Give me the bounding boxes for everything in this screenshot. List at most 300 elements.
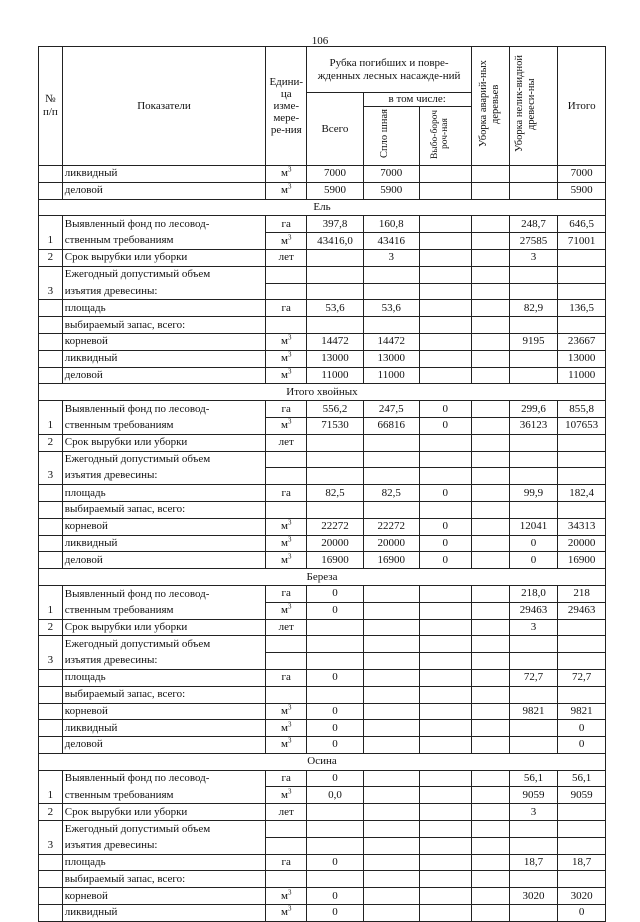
value-cell-itogo: 9059 — [558, 787, 606, 804]
business-row — [39, 367, 606, 384]
value-cell-illiq: 12041 — [509, 518, 558, 535]
root-row — [39, 333, 606, 350]
row-num-cell — [39, 300, 63, 317]
row-num-cell: 1 — [39, 602, 63, 619]
value-cell-emer — [471, 770, 509, 787]
row-label-cell: ственным требованиям — [62, 417, 265, 434]
unit-cell: $м^3$ — [266, 518, 307, 535]
header-indicators: Показатели — [62, 47, 265, 166]
row-label-cell: Срок вырубки или уборки — [62, 249, 265, 266]
value-cell-itogo: 855,8 — [558, 401, 606, 418]
value-cell-total — [307, 871, 363, 888]
header-clear: Спло шная — [363, 107, 419, 166]
unit-cell — [266, 686, 307, 703]
value-cell-sel — [419, 888, 471, 905]
value-cell-total — [307, 636, 363, 653]
row-label-cell: выбираемый запас, всего: — [62, 501, 265, 518]
value-cell-itogo — [558, 821, 606, 838]
value-cell-emer — [471, 653, 509, 670]
value-cell-clear: 66816 — [363, 417, 419, 434]
term-row — [39, 249, 606, 266]
row-num-cell — [39, 737, 63, 754]
unit-cell: $м^3$ — [266, 166, 307, 183]
unit-cell: $м^3$ — [266, 888, 307, 905]
value-cell-emer — [471, 821, 509, 838]
allowance-row — [39, 837, 606, 854]
header-num: № п/п — [39, 47, 63, 166]
row-num-cell — [39, 166, 63, 183]
unit-cell: $м^3$ — [266, 787, 307, 804]
value-cell-illiq — [509, 367, 558, 384]
value-cell-itogo: 0 — [558, 737, 606, 754]
value-cell-itogo — [558, 451, 606, 468]
value-cell-illiq — [509, 451, 558, 468]
value-cell-illiq: 18,7 — [509, 854, 558, 871]
value-cell-illiq: 248,7 — [509, 216, 558, 233]
value-cell-total: 16900 — [307, 552, 363, 569]
value-cell-clear — [363, 905, 419, 922]
row-label-cell: ликвидный — [62, 905, 265, 922]
value-cell-clear — [363, 266, 419, 283]
section-title: Осина — [39, 753, 606, 770]
value-cell-clear — [363, 585, 419, 602]
allowance-row — [39, 468, 606, 485]
row-num-cell — [39, 501, 63, 518]
value-cell-emer — [471, 871, 509, 888]
value-cell-itogo — [558, 468, 606, 485]
value-cell-illiq: 36123 — [509, 417, 558, 434]
root-row — [39, 888, 606, 905]
value-cell-clear — [363, 821, 419, 838]
row-label-cell: ликвидный — [62, 720, 265, 737]
value-cell-itogo: 136,5 — [558, 300, 606, 317]
value-cell-sel — [419, 350, 471, 367]
row-label-cell: ликвидный — [62, 350, 265, 367]
row-label-cell: корневой — [62, 703, 265, 720]
row-label-cell: Выявленный фонд по лесовод- — [62, 585, 265, 602]
value-cell-itogo: 34313 — [558, 518, 606, 535]
value-cell-sel — [419, 669, 471, 686]
value-cell-total — [307, 804, 363, 821]
row-num-cell: 3 — [39, 653, 63, 670]
value-cell-illiq — [509, 837, 558, 854]
value-cell-illiq: 299,6 — [509, 401, 558, 418]
value-cell-sel — [419, 266, 471, 283]
value-cell-total: 0 — [307, 720, 363, 737]
value-cell-total — [307, 266, 363, 283]
value-cell-clear — [363, 602, 419, 619]
value-cell-emer — [471, 283, 509, 300]
value-cell-emer — [471, 317, 509, 334]
value-cell-clear: 53,6 — [363, 300, 419, 317]
value-cell-sel — [419, 737, 471, 754]
row-label-cell: ликвидный — [62, 166, 265, 183]
area-row — [39, 300, 606, 317]
value-cell-emer — [471, 266, 509, 283]
unit-cell — [266, 317, 307, 334]
value-cell-sel: 0 — [419, 518, 471, 535]
value-cell-clear: 7000 — [363, 166, 419, 183]
unit-cell: $м^3$ — [266, 367, 307, 384]
header-including: в том числе: — [363, 93, 471, 107]
row-num-cell: 3 — [39, 468, 63, 485]
header-emergency-trees: Уборка аварий-ных деревьев — [471, 47, 509, 166]
value-cell-sel — [419, 333, 471, 350]
value-cell-itogo — [558, 434, 606, 451]
fund-row — [39, 417, 606, 434]
value-cell-total — [307, 249, 363, 266]
value-cell-itogo: 0 — [558, 720, 606, 737]
table-header — [39, 47, 606, 166]
root-row — [39, 518, 606, 535]
value-cell-total — [307, 283, 363, 300]
value-cell-sel — [419, 636, 471, 653]
value-cell-emer — [471, 703, 509, 720]
value-cell-itogo: 11000 — [558, 367, 606, 384]
unit-cell: $м^3$ — [266, 535, 307, 552]
value-cell-clear — [363, 619, 419, 636]
value-cell-emer — [471, 485, 509, 502]
value-cell-clear — [363, 653, 419, 670]
unit-cell — [266, 871, 307, 888]
row-num-cell: 3 — [39, 283, 63, 300]
value-cell-sel: 0 — [419, 417, 471, 434]
row-num-cell — [39, 552, 63, 569]
row-num-cell: 2 — [39, 619, 63, 636]
row-label-cell: деловой — [62, 367, 265, 384]
value-cell-emer — [471, 249, 509, 266]
row-num-cell — [39, 485, 63, 502]
value-cell-sel — [419, 501, 471, 518]
row-num-cell — [39, 216, 63, 233]
liquid-row — [39, 720, 606, 737]
value-cell-illiq — [509, 653, 558, 670]
row-label-cell: изъятия древесины: — [62, 468, 265, 485]
value-cell-itogo — [558, 636, 606, 653]
row-num-cell — [39, 350, 63, 367]
value-cell-emer — [471, 854, 509, 871]
value-cell-emer — [471, 216, 509, 233]
value-cell-sel — [419, 686, 471, 703]
allowance-row — [39, 821, 606, 838]
value-cell-sel — [419, 367, 471, 384]
value-cell-total: 0,0 — [307, 787, 363, 804]
forest-cutting-table — [38, 46, 606, 922]
value-cell-sel — [419, 821, 471, 838]
value-cell-total: 0 — [307, 737, 363, 754]
row-label-cell: выбираемый запас, всего: — [62, 686, 265, 703]
value-cell-itogo: 218 — [558, 585, 606, 602]
value-cell-clear — [363, 686, 419, 703]
value-cell-itogo — [558, 619, 606, 636]
value-cell-emer — [471, 468, 509, 485]
value-cell-emer — [471, 888, 509, 905]
row-label-cell: Ежегодный допустимый объем — [62, 821, 265, 838]
value-cell-sel — [419, 451, 471, 468]
value-cell-illiq — [509, 871, 558, 888]
value-cell-clear — [363, 451, 419, 468]
value-cell-total — [307, 434, 363, 451]
value-cell-sel — [419, 249, 471, 266]
value-cell-sel — [419, 720, 471, 737]
value-cell-illiq — [509, 266, 558, 283]
value-cell-itogo — [558, 249, 606, 266]
value-cell-total: 0 — [307, 703, 363, 720]
value-cell-itogo: 16900 — [558, 552, 606, 569]
value-cell-clear — [363, 854, 419, 871]
liquid-row — [39, 535, 606, 552]
value-cell-itogo: 646,5 — [558, 216, 606, 233]
value-cell-illiq: 9195 — [509, 333, 558, 350]
row-label-cell: корневой — [62, 518, 265, 535]
value-cell-emer — [471, 636, 509, 653]
value-cell-total: 0 — [307, 602, 363, 619]
row-num-cell — [39, 266, 63, 283]
row-num-cell — [39, 518, 63, 535]
row-num-cell — [39, 888, 63, 905]
value-cell-clear: 13000 — [363, 350, 419, 367]
value-cell-illiq: 3 — [509, 619, 558, 636]
value-cell-emer — [471, 552, 509, 569]
unit-cell: лет — [266, 804, 307, 821]
value-cell-illiq: 9059 — [509, 787, 558, 804]
value-cell-itogo: 29463 — [558, 602, 606, 619]
area-row — [39, 854, 606, 871]
row-num-cell — [39, 585, 63, 602]
root-row — [39, 703, 606, 720]
value-cell-emer — [471, 434, 509, 451]
value-cell-illiq — [509, 737, 558, 754]
value-cell-illiq: 0 — [509, 552, 558, 569]
value-cell-sel — [419, 182, 471, 199]
unit-cell — [266, 468, 307, 485]
row-label-cell: ственным требованиям — [62, 233, 265, 250]
value-cell-emer — [471, 233, 509, 250]
unit-cell — [266, 837, 307, 854]
value-cell-total: 5900 — [307, 182, 363, 199]
row-num-cell — [39, 182, 63, 199]
value-cell-clear: 11000 — [363, 367, 419, 384]
header-selective: Выбо-бороч роч-ная — [419, 107, 471, 166]
value-cell-sel — [419, 854, 471, 871]
row-label-cell: площадь — [62, 854, 265, 871]
value-cell-sel: 0 — [419, 535, 471, 552]
area-row — [39, 669, 606, 686]
value-cell-sel — [419, 468, 471, 485]
value-cell-itogo: 56,1 — [558, 770, 606, 787]
value-cell-illiq — [509, 636, 558, 653]
unit-cell — [266, 501, 307, 518]
value-cell-itogo — [558, 317, 606, 334]
value-cell-total — [307, 821, 363, 838]
row-num-cell — [39, 535, 63, 552]
value-cell-sel — [419, 905, 471, 922]
value-cell-emer — [471, 166, 509, 183]
row-label-cell: Выявленный фонд по лесовод- — [62, 216, 265, 233]
row-num-cell: 3 — [39, 837, 63, 854]
fund-row — [39, 216, 606, 233]
value-cell-total: 71530 — [307, 417, 363, 434]
value-cell-sel: 0 — [419, 485, 471, 502]
value-cell-total: 14472 — [307, 333, 363, 350]
allowance-row — [39, 283, 606, 300]
row-label-cell: Срок вырубки или уборки — [62, 619, 265, 636]
business-row — [39, 737, 606, 754]
row-num-cell — [39, 317, 63, 334]
value-cell-illiq — [509, 821, 558, 838]
row-num-cell — [39, 669, 63, 686]
row-label-cell: Выявленный фонд по лесовод- — [62, 770, 265, 787]
value-cell-illiq — [509, 182, 558, 199]
value-cell-itogo: 72,7 — [558, 669, 606, 686]
value-cell-clear — [363, 787, 419, 804]
row-num-cell: 2 — [39, 434, 63, 451]
value-cell-sel — [419, 837, 471, 854]
value-cell-sel — [419, 317, 471, 334]
allowance-row — [39, 636, 606, 653]
value-cell-itogo: 3020 — [558, 888, 606, 905]
value-cell-emer — [471, 602, 509, 619]
value-cell-illiq — [509, 686, 558, 703]
stock-label-row — [39, 317, 606, 334]
value-cell-sel — [419, 787, 471, 804]
section-title-row — [39, 199, 606, 216]
row-label-cell: деловой — [62, 552, 265, 569]
value-cell-total: 0 — [307, 669, 363, 686]
value-cell-itogo: 182,4 — [558, 485, 606, 502]
value-cell-illiq — [509, 434, 558, 451]
value-cell-clear — [363, 871, 419, 888]
value-cell-total: 397,8 — [307, 216, 363, 233]
unit-cell — [266, 636, 307, 653]
value-cell-total: 0 — [307, 888, 363, 905]
unit-cell: $м^3$ — [266, 333, 307, 350]
section-title: Береза — [39, 569, 606, 586]
value-cell-clear — [363, 434, 419, 451]
row-label-cell: изъятия древесины: — [62, 283, 265, 300]
value-cell-total: 11000 — [307, 367, 363, 384]
value-cell-sel — [419, 619, 471, 636]
unit-cell: $м^3$ — [266, 552, 307, 569]
value-cell-emer — [471, 737, 509, 754]
value-cell-sel — [419, 283, 471, 300]
unit-cell — [266, 451, 307, 468]
row-label-cell: Ежегодный допустимый объем — [62, 451, 265, 468]
row-num-cell — [39, 905, 63, 922]
row-num-cell — [39, 770, 63, 787]
table-row — [39, 166, 606, 183]
fund-row — [39, 787, 606, 804]
unit-cell: $м^3$ — [266, 350, 307, 367]
row-label-cell: Срок вырубки или уборки — [62, 804, 265, 821]
value-cell-itogo: 13000 — [558, 350, 606, 367]
unit-cell: га — [266, 401, 307, 418]
value-cell-clear — [363, 468, 419, 485]
unit-cell: $м^3$ — [266, 905, 307, 922]
allowance-row — [39, 266, 606, 283]
table-row — [39, 182, 606, 199]
value-cell-itogo: 0 — [558, 905, 606, 922]
value-cell-illiq: 72,7 — [509, 669, 558, 686]
value-cell-emer — [471, 585, 509, 602]
row-label-cell: Выявленный фонд по лесовод- — [62, 401, 265, 418]
value-cell-total: 0 — [307, 585, 363, 602]
value-cell-itogo: 20000 — [558, 535, 606, 552]
value-cell-clear — [363, 703, 419, 720]
value-cell-illiq: 82,9 — [509, 300, 558, 317]
value-cell-clear: 82,5 — [363, 485, 419, 502]
value-cell-clear — [363, 770, 419, 787]
unit-cell: га — [266, 854, 307, 871]
value-cell-illiq — [509, 166, 558, 183]
value-cell-total: 20000 — [307, 535, 363, 552]
row-num-cell — [39, 703, 63, 720]
value-cell-itogo: 7000 — [558, 166, 606, 183]
value-cell-total — [307, 686, 363, 703]
value-cell-illiq — [509, 501, 558, 518]
row-num-cell — [39, 636, 63, 653]
section-title: Итого хвойных — [39, 384, 606, 401]
value-cell-emer — [471, 333, 509, 350]
unit-cell: га — [266, 585, 307, 602]
value-cell-total: 22272 — [307, 518, 363, 535]
fund-row — [39, 585, 606, 602]
value-cell-emer — [471, 720, 509, 737]
allowance-row — [39, 451, 606, 468]
row-label-cell: Срок вырубки или уборки — [62, 434, 265, 451]
row-num-cell — [39, 854, 63, 871]
unit-cell: $м^3$ — [266, 417, 307, 434]
value-cell-clear — [363, 283, 419, 300]
row-label-cell: ственным требованиям — [62, 787, 265, 804]
value-cell-illiq — [509, 720, 558, 737]
section-title: Ель — [39, 199, 606, 216]
row-label-cell: площадь — [62, 669, 265, 686]
value-cell-sel — [419, 233, 471, 250]
unit-cell: $м^3$ — [266, 233, 307, 250]
value-cell-clear — [363, 804, 419, 821]
value-cell-illiq — [509, 905, 558, 922]
value-cell-total: 7000 — [307, 166, 363, 183]
value-cell-clear: 16900 — [363, 552, 419, 569]
value-cell-sel — [419, 585, 471, 602]
value-cell-sel — [419, 602, 471, 619]
row-label-cell: деловой — [62, 182, 265, 199]
value-cell-emer — [471, 669, 509, 686]
allowance-row — [39, 653, 606, 670]
value-cell-sel — [419, 653, 471, 670]
value-cell-clear — [363, 837, 419, 854]
row-label-cell: ликвидный — [62, 535, 265, 552]
unit-cell: лет — [266, 619, 307, 636]
fund-row — [39, 401, 606, 418]
row-num-cell — [39, 367, 63, 384]
unit-cell: га — [266, 300, 307, 317]
row-num-cell — [39, 720, 63, 737]
unit-cell: лет — [266, 434, 307, 451]
row-num-cell — [39, 871, 63, 888]
value-cell-illiq: 3 — [509, 804, 558, 821]
value-cell-clear — [363, 501, 419, 518]
value-cell-emer — [471, 905, 509, 922]
value-cell-illiq — [509, 317, 558, 334]
row-label-cell: площадь — [62, 300, 265, 317]
value-cell-clear — [363, 720, 419, 737]
unit-cell: $м^3$ — [266, 602, 307, 619]
header-total-cut: Всего — [307, 93, 363, 166]
value-cell-illiq: 0 — [509, 535, 558, 552]
value-cell-illiq: 218,0 — [509, 585, 558, 602]
